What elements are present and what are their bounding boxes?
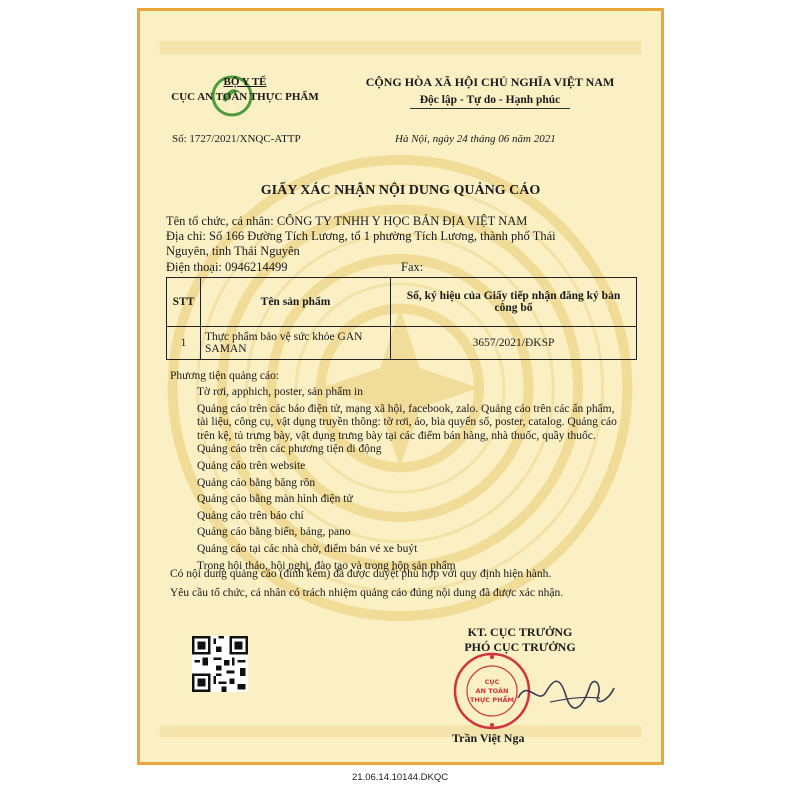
fax-number: Fax: xyxy=(401,260,424,274)
list-item: Quảng cáo trên các báo điện tử, mạng xã hội, facebook, zalo. Quảng cáo trên các ấn phẩm, tài liệu, công cụ, vật dụng truyền thông: tờ rơi, áo, bìa quyển sổ, poster, catalog. Quảng cáo trên kệ, tủ trưng bày, vật dụng trưng bày tại các điểm bán hàng, nhà thuốc, quầy thuốc. Quảng cáo trên các phương tiện di động xyxy=(197,402,617,456)
seal-text-line-3: THỰC PHẨM xyxy=(469,696,515,704)
list-item: Quảng cáo bằng biển, bảng, pano xyxy=(197,526,351,539)
table-header-registration: Số, ký hiệu của Giấy tiếp nhận đăng ký bản công bố xyxy=(391,278,637,327)
address-line-2: Nguyên, tỉnh Thái Nguyên xyxy=(166,244,300,258)
motto-underline xyxy=(410,108,570,109)
seal-text-line-1: CỤC xyxy=(484,678,500,686)
list-item: Quảng cáo trên báo chí xyxy=(197,509,304,522)
table-cell-stt: 1 xyxy=(167,327,201,360)
phone-number: Điện thoại: 0946214499 xyxy=(166,260,288,274)
issue-date: Hà Nội, ngày 24 tháng 06 năm 2021 xyxy=(395,133,556,145)
media-heading: Phương tiện quảng cáo: xyxy=(170,370,280,382)
responsibility-note: Yêu cầu tổ chức, cá nhân có trách nhiệm quảng cáo đúng nội dung đã được xác nhận. xyxy=(170,587,564,599)
list-item: Trong hội thảo, hội nghị, đào tạo và trong hộp sản phẩm xyxy=(197,559,456,572)
product-table xyxy=(166,277,637,360)
signature-title-line-1: KT. CỤC TRƯỞNG xyxy=(467,625,573,639)
qr-code-icon[interactable] xyxy=(192,636,248,692)
signature-title-line-2: PHÓ CỤC TRƯỞNG xyxy=(464,640,576,654)
ministry-name: BỘ Y TẾ xyxy=(223,76,267,88)
list-item: Quảng cáo bằng băng rôn xyxy=(197,476,316,489)
list-item: Quảng cáo tại các nhà chờ, điểm bán vé xe buýt xyxy=(197,542,418,555)
nation-name: CỘNG HÒA XÃ HỘI CHỦ NGHĨA VIỆT NAM xyxy=(365,75,615,89)
approval-note: Có nội dung quảng cáo (đính kèm) đã được duyệt phù hợp với quy định hiện hành. xyxy=(170,568,552,580)
list-item: Quảng cáo trên website xyxy=(197,459,306,472)
table-header-row xyxy=(167,278,637,327)
document-number: Số: 1727/2021/XNQC-ATTP xyxy=(172,133,301,145)
signer-name: Trần Việt Nga xyxy=(452,731,525,745)
handwritten-signature xyxy=(510,666,620,716)
national-heading xyxy=(340,75,640,109)
seal-text-line-2: AN TOÀN xyxy=(475,687,509,695)
table-cell-product: Thực phẩm bảo vệ sức khỏe GAN SAMAN xyxy=(201,327,391,360)
list-item: Tờ rơi, apphich, poster, sản phẩm in xyxy=(197,386,363,398)
document-title: GIẤY XÁC NHẬN NỘI DUNG QUẢNG CÁO xyxy=(260,183,541,198)
certificate-page xyxy=(137,8,664,765)
address-line-1: Địa chỉ: Số 166 Đường Tích Lương, tổ 1 phường Tích Lương, thành phố Thái xyxy=(166,229,556,243)
document-code: 21.06.14.10144.DKQC xyxy=(352,772,449,783)
table-row xyxy=(167,327,637,360)
table-header-stt: STT xyxy=(167,278,201,327)
list-item: Quảng cáo bằng màn hình điện tử xyxy=(197,493,353,506)
organization-name: Tên tổ chức, cá nhân: CÔNG TY TNHH Y HỌC BẢN ĐỊA VIỆT NAM xyxy=(166,214,528,228)
issuing-agency-block xyxy=(160,76,330,103)
national-motto: Độc lập - Tự do - Hạnh phúc xyxy=(419,94,561,106)
agency-name: CỤC AN TOÀN THỰC PHẨM xyxy=(171,91,319,103)
table-header-product: Tên sản phẩm xyxy=(201,278,391,327)
table-cell-registration: 3657/2021/ĐKSP xyxy=(391,327,637,360)
media-list xyxy=(197,386,627,576)
